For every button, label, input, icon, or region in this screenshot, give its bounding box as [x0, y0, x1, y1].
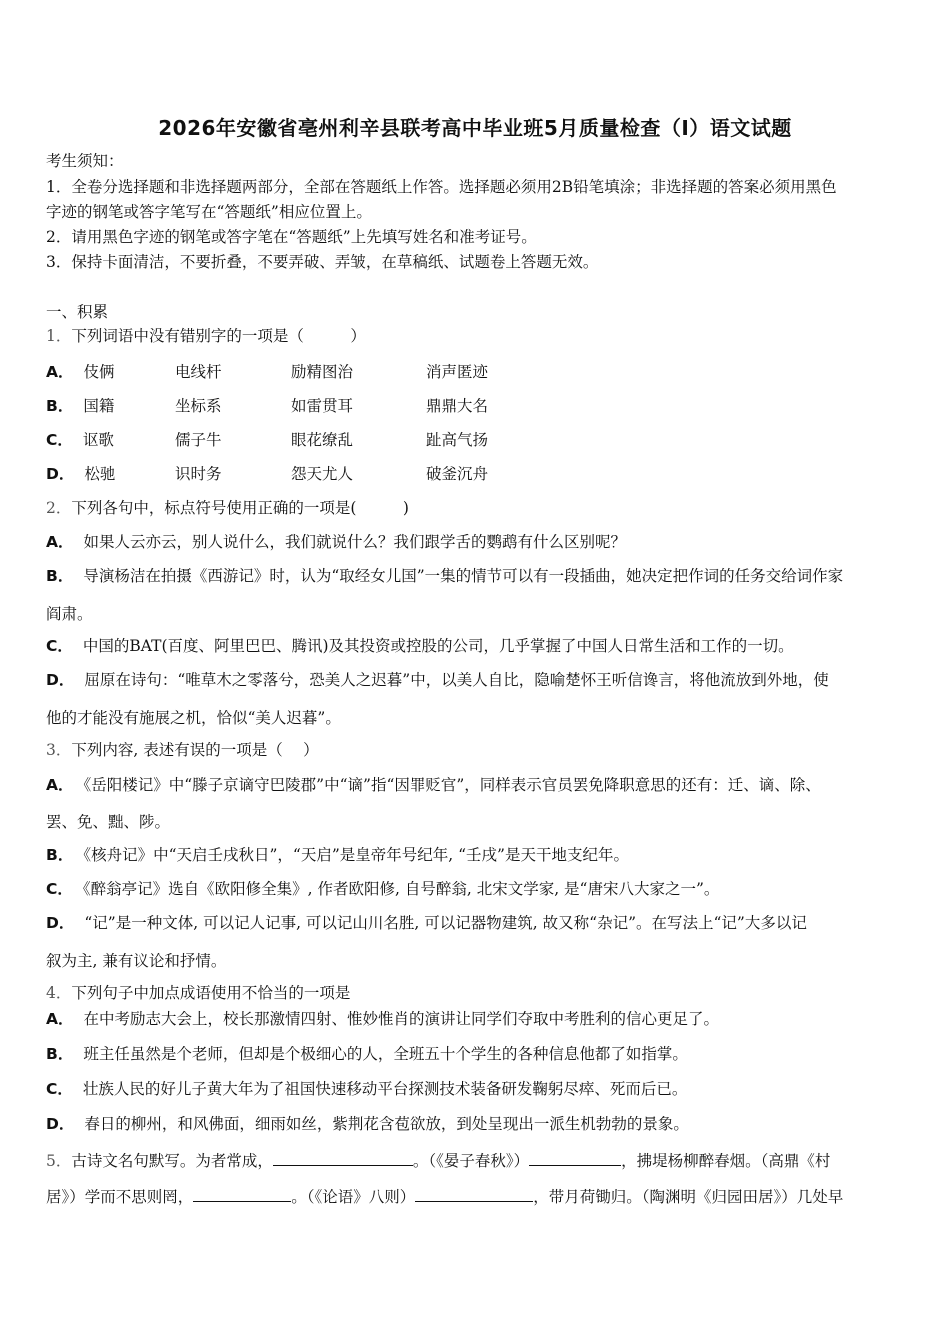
q3-option-a-cont: 罢、免、黜、陟。	[46, 813, 171, 831]
answer-blank[interactable]	[529, 1150, 621, 1166]
option-text: 春日的柳州，和风佛面，细雨如丝，紫荆花含苞欲放，到处呈现出一派生机勃勃的景象。	[84, 1115, 689, 1133]
q2-option-b[interactable]	[46, 566, 843, 586]
question-text: 。（《晏子春秋》）	[412, 1152, 530, 1170]
option-label: A．	[46, 1010, 74, 1028]
question-text: 下列词语中没有错别字的一项是（ ）	[71, 327, 366, 345]
option-text: 如果人云亦云，别人说什么，我们就说什么？我们跟学舌的鹦鹉有什么区别呢？	[83, 533, 627, 551]
q2-option-b-cont: 阎肃。	[46, 605, 93, 623]
notice-item-2: 2．请用黑色字迹的钢笔或答字笔在“答题纸”上先填写姓名和准考证号。	[46, 228, 537, 246]
option-text: 在中考励志大会上，校长那激情四射、惟妙惟肖的演讲让同学们夺取中考胜利的信心更足了。	[83, 1010, 720, 1028]
option-word: 趾高气扬	[426, 431, 489, 449]
option-label: C．	[46, 880, 73, 898]
page-title: 2026年安徽省亳州利辛县联考高中毕业班5月质量检查（Ⅰ）语文试题	[158, 116, 792, 140]
option-text: 中国的BAT(百度、阿里巴巴、腾讯)及其投资或控股的公司，几乎掌握了中国人日常生活和工作的一切。	[82, 637, 794, 655]
option-word: 坐标系	[175, 397, 222, 415]
question-5-line-1	[46, 1150, 830, 1171]
question-2-stem	[46, 498, 409, 518]
notice-item-3: 3．保持卡面清洁，不要折叠，不要弄破、弄皱，在草稿纸、试题卷上答题无效。	[46, 253, 599, 271]
q3-option-b[interactable]	[46, 845, 629, 865]
option-word: 破釜沉舟	[426, 465, 489, 483]
option-label: A．	[46, 363, 74, 381]
q2-option-a[interactable]	[46, 532, 626, 552]
section-heading: 一、积累	[46, 303, 109, 321]
option-word: 儒子牛	[175, 431, 222, 449]
q4-option-a[interactable]	[46, 1009, 719, 1029]
question-number: 1．	[46, 327, 72, 345]
question-number: 4．	[46, 984, 72, 1002]
question-text: 下列内容, 表述有误的一项是（ ）	[71, 741, 319, 759]
option-label: D．	[46, 1115, 75, 1133]
option-word: 识时务	[175, 465, 222, 483]
question-text: 。（《论语》八则）	[291, 1188, 416, 1206]
question-number: 5．	[46, 1152, 72, 1170]
notice-item-1b: 字迹的钢笔或答字笔写在“答题纸”相应位置上。	[46, 203, 372, 221]
option-label: D．	[46, 671, 75, 689]
question-text: 下列句子中加点成语使用不恰当的一项是	[71, 984, 351, 1002]
option-label: B．	[46, 567, 74, 585]
option-label: D．	[46, 465, 75, 483]
option-text: 《核舟记》中“天启壬戌秋日”，“天启”是皇帝年号纪年, “壬戌”是天干地支纪年。	[83, 846, 629, 864]
question-1-stem	[46, 326, 366, 346]
option-word: 如雷贯耳	[291, 397, 354, 415]
notice-heading: 考生须知：	[46, 152, 124, 170]
question-number: 3．	[46, 741, 72, 759]
option-text: 《岳阳楼记》中“滕子京谪守巴陵郡”中“谪”指“因罪贬官”，同样表示官员罢免降职意思的还有：迁、谪、除、	[83, 776, 821, 794]
option-label: B．	[46, 1045, 74, 1063]
option-word: 国籍	[83, 397, 115, 415]
q3-option-a[interactable]	[46, 775, 821, 795]
q2-option-d[interactable]	[46, 670, 829, 690]
q2-option-c[interactable]	[46, 636, 794, 656]
question-number: 2．	[46, 499, 72, 517]
option-text: “记”是一种文体, 可以记人记事, 可以记山川名胜, 可以记器物建筑, 故又称“杂记”。在写法上“记”大多以记	[84, 914, 807, 932]
option-word: 消声匿迹	[426, 363, 489, 381]
option-text: 班主任虽然是个老师，但却是个极细心的人，全班五十个学生的各种信息他都了如指掌。	[83, 1045, 688, 1063]
option-word: 松驰	[84, 465, 116, 483]
option-label: A．	[46, 533, 74, 551]
answer-blank[interactable]	[193, 1186, 291, 1202]
question-text: 古诗文名句默写。为者常成，	[71, 1152, 273, 1170]
option-label: B．	[46, 846, 74, 864]
option-text: 导演杨洁在拍摄《西游记》时，认为“取经女儿国”一集的情节可以有一段插曲，她决定把作词的任务交给词作家	[83, 567, 844, 585]
option-label: C．	[46, 637, 73, 655]
question-text: 下列各句中，标点符号使用正确的一项是( )	[71, 499, 409, 517]
option-label: B．	[46, 397, 74, 415]
question-4-stem	[46, 983, 350, 1003]
option-word: 电线杆	[175, 363, 222, 381]
q2-option-d-cont: 他的才能没有施展之机，恰似“美人迟暮”。	[46, 709, 341, 727]
option-text: 《醉翁亭记》选自《欧阳修全集》, 作者欧阳修, 自号醉翁, 北宋文学家, 是“唐宋八大家之一”。	[82, 880, 720, 898]
q4-option-b[interactable]	[46, 1044, 688, 1064]
notice-item-1a: 1．全卷分选择题和非选择题两部分，全部在答题纸上作答。选择题必须用2B铅笔填涂；非选择题的答案必须用黑色	[46, 178, 837, 196]
question-3-stem	[46, 740, 319, 760]
answer-blank[interactable]	[415, 1186, 533, 1202]
question-5-line-2	[46, 1186, 843, 1207]
option-word: 怨天尤人	[291, 465, 354, 483]
q4-option-d[interactable]	[46, 1114, 689, 1134]
option-word: 伎俩	[83, 363, 115, 381]
option-label: C．	[46, 431, 73, 449]
option-label: D．	[46, 914, 75, 932]
option-label: C．	[46, 1080, 73, 1098]
q4-option-c[interactable]	[46, 1079, 687, 1099]
option-word: 鼎鼎大名	[426, 397, 489, 415]
question-text: 居》）学而不思则罔，	[46, 1188, 194, 1206]
option-text: 屈原在诗句：“唯草木之零落兮，恐美人之迟暮”中，以美人自比，隐喻楚怀王听信谗言，将他流放到外地，使	[84, 671, 829, 689]
answer-blank[interactable]	[273, 1150, 413, 1166]
option-word: 眼花缭乱	[291, 431, 354, 449]
q3-option-c[interactable]	[46, 879, 719, 899]
option-text: 壮族人民的好儿子黄大年为了祖国快速移动平台探测技术装备研发鞠躬尽瘁、死而后已。	[82, 1080, 688, 1098]
option-word: 励精图治	[291, 363, 354, 381]
q3-option-d[interactable]	[46, 913, 807, 933]
q3-option-d-cont: 叙为主, 兼有议论和抒情。	[46, 952, 227, 970]
option-word: 讴歌	[82, 431, 114, 449]
question-text: ，带月荷锄归。（陶渊明《归园田居》）几处早	[533, 1188, 844, 1206]
option-label: A．	[46, 776, 74, 794]
question-text: ，拂堤杨柳醉春烟。（高鼎《村	[621, 1152, 831, 1170]
